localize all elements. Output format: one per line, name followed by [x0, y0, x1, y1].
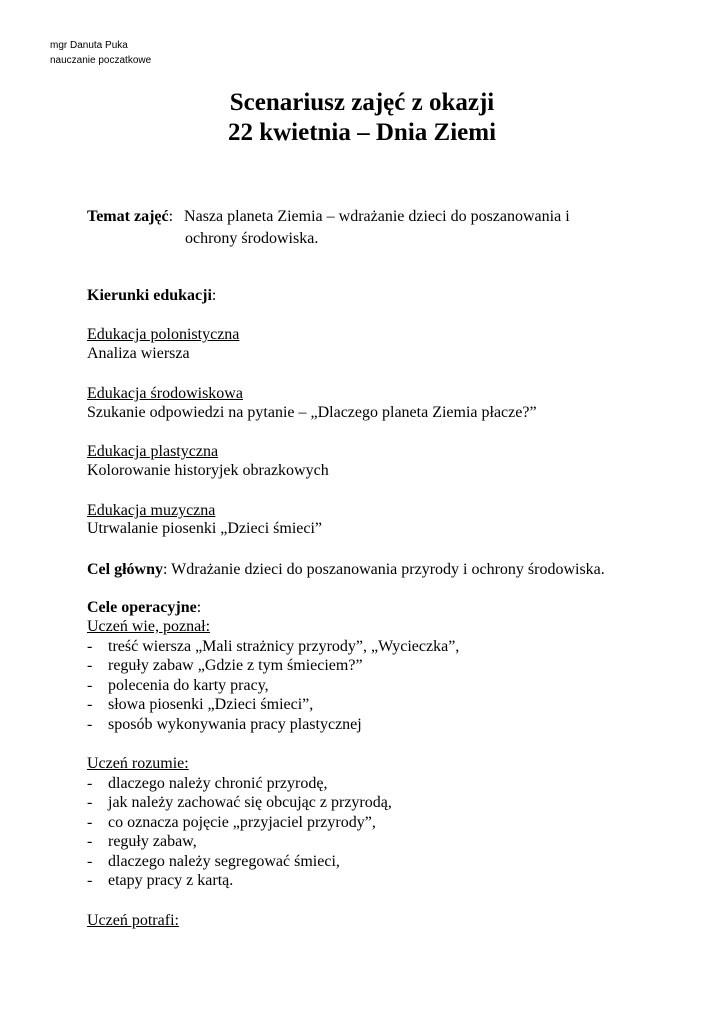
rozumie-heading: Uczeń rozumie: [87, 755, 189, 772]
list-dash: - [87, 794, 93, 811]
list-dash: - [87, 677, 93, 694]
cele-operacyjne-label: Cele operacyjne [87, 599, 197, 616]
zna-item: treść wiersza „Mali strażnicy przyrody”, „Wycieczka”, [108, 638, 460, 655]
rozumie-item: dlaczego należy segregować śmieci, [108, 853, 340, 870]
kierunki-label: Kierunki edukacji [87, 287, 212, 304]
temat-separator: : [168, 208, 174, 225]
education-heading-muzyczna: Edukacja muzyczna [87, 502, 216, 519]
list-dash: - [87, 853, 93, 870]
rozumie-item: jak należy zachować się obcując z przyrodą, [108, 794, 392, 811]
kierunki-line [87, 286, 216, 305]
education-text-polonistyczna: Analiza wiersza [87, 345, 190, 362]
rozumie-item: dlaczego należy chronić przyrodę, [108, 775, 328, 792]
author-name: mgr Danuta Puka [50, 40, 128, 51]
kierunki-separator: : [211, 287, 217, 304]
cel-glowny-label: Cel główny [87, 561, 163, 578]
temat-text-2: ochrony środowiska. [185, 230, 319, 247]
list-dash: - [87, 833, 93, 850]
list-dash: - [87, 638, 93, 655]
temat-label: Temat zajęć [87, 208, 169, 225]
education-heading-plastyczna: Edukacja plastyczna [87, 443, 219, 460]
cel-glowny-text: : Wdrażanie dzieci do poszanowania przyrody i ochrony środowiska. [163, 561, 605, 578]
author-subtitle: nauczanie poczatkowe [50, 55, 152, 66]
cele-operacyjne-separator: : [196, 599, 202, 616]
education-text-muzyczna: Utrwalanie piosenki „Dzieci śmieci” [87, 520, 323, 537]
cel-glowny-line [87, 560, 605, 579]
page-title-line-2: 22 kwietnia – Dnia Ziemi [227, 119, 497, 146]
temat-line [87, 207, 570, 226]
rozumie-item: reguły zabaw, [108, 833, 197, 850]
rozumie-item: etapy pracy z kartą. [108, 872, 234, 889]
potrafi-heading: Uczeń potrafi: [87, 912, 179, 929]
list-dash: - [87, 814, 93, 831]
zna-item: polecenia do karty pracy, [108, 677, 269, 694]
rozumie-item: co oznacza pojęcie „przyjaciel przyrody”, [108, 814, 376, 831]
list-dash: - [87, 872, 93, 889]
list-dash: - [87, 775, 93, 792]
education-text-srodowiskowa: Szukanie odpowiedzi na pytanie – „Dlaczego planeta Ziemia płacze?” [87, 404, 537, 421]
zna-item: sposób wykonywania pracy plastycznej [108, 716, 362, 733]
education-heading-polonistyczna: Edukacja polonistyczna [87, 326, 240, 343]
zna-item: słowa piosenki „Dzieci śmieci”, [108, 696, 314, 713]
page-title-line-1: Scenariusz zajęć z okazji [229, 89, 495, 116]
zna-heading: Uczeń wie, poznał: [87, 618, 211, 635]
list-dash: - [87, 657, 93, 674]
list-dash: - [87, 696, 93, 713]
cele-operacyjne-line [87, 598, 201, 617]
list-dash: - [87, 716, 93, 733]
temat-text-1: Nasza planeta Ziemia – wdrażanie dzieci do poszanowania i [184, 208, 570, 225]
zna-item: reguły zabaw „Gdzie z tym śmieciem?” [108, 657, 363, 674]
education-text-plastyczna: Kolorowanie historyjek obrazkowych [87, 462, 329, 479]
education-heading-srodowiskowa: Edukacja środowiskowa [87, 385, 243, 402]
